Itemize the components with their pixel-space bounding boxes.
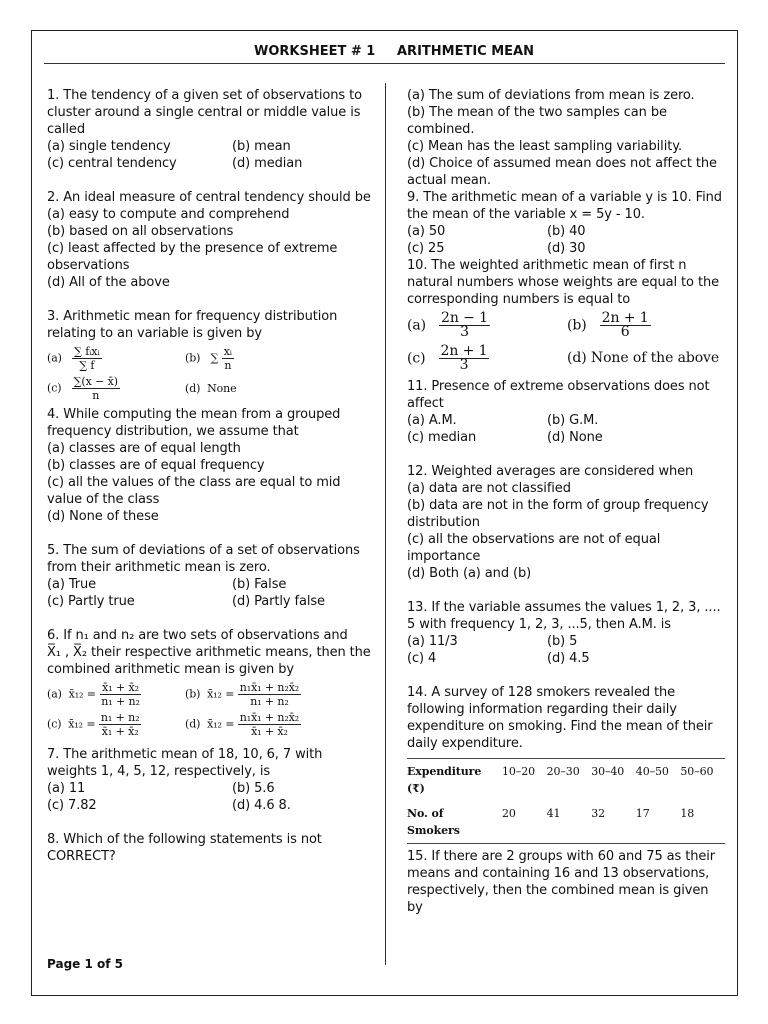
q7-option-a: (a) 11 [47, 781, 86, 796]
q5-option-b: (b) False [232, 577, 287, 592]
q1-option-a: (a) single tendency [47, 139, 171, 154]
q6-stem-1: 6. If n₁ and n₂ are two sets of observations and [47, 628, 348, 643]
question-10 [407, 257, 725, 372]
q7-option-b: (b) 5.6 [232, 781, 275, 796]
q1-option-d: (d) median [232, 156, 303, 171]
q5-option-a: (a) True [47, 577, 97, 592]
table-header-label: Expenditure [407, 765, 482, 778]
question-2 [47, 189, 374, 291]
q4-option-b: (b) classes are of equal frequency [47, 458, 265, 473]
q6-options-row-1 [47, 681, 374, 708]
q2-option-b: (b) based on all observations [47, 224, 234, 239]
q6-stem-2: X̅₁ , X̅₂ their respective arithmetic means, then the combined arithmetic mean is given by [47, 645, 371, 677]
q1-stem: 1. The tendency of a given set of observations to cluster around a single central or middle value is called [47, 88, 362, 137]
question-9 [407, 189, 725, 257]
q12-stem: 12. Weighted averages are considered when [407, 464, 694, 479]
question-14 [407, 684, 725, 844]
q2-option-c: (c) least affected by the presence of extreme observations [47, 241, 338, 273]
q3-options-row-2 [47, 375, 374, 402]
q5-option-c: (c) Partly true [47, 594, 135, 609]
question-1 [47, 87, 374, 172]
q8-option-d: (d) Choice of assumed mean does not affect the actual mean. [407, 156, 717, 188]
worksheet-number: WORKSHEET # 1 [254, 44, 376, 59]
q5-stem: 5. The sum of deviations of a set of observations from their arithmetic mean is zero. [47, 543, 360, 575]
q7-option-d: (d) 4.6 8. [232, 798, 291, 813]
q13-option-b: (b) 5 [547, 634, 578, 649]
table-col-5: 50–60 [680, 765, 714, 778]
q10-stem: 10. The weighted arithmetic mean of first n natural numbers whose weights are equal to the corresponding numbers is equal to [407, 258, 719, 307]
q13-option-c: (c) 4 [407, 651, 437, 666]
q13-option-a: (a) 11/3 [407, 634, 458, 649]
q4-option-c: (c) all the values of the class are equal to mid value of the class [47, 475, 341, 507]
page-frame [31, 30, 738, 996]
q9-stem: 9. The arithmetic mean of a variable y is 10. Find the mean of the variable x = 5y - 10. [407, 190, 722, 222]
q11-option-d: (d) None [547, 430, 603, 445]
q6-option-b: (b) x̄₁₂ = $\frac{\text{n₁x̄₁ + n₂x̄₂}}{\text{n₁ + n₂}}$ [185, 681, 300, 708]
table-cell-1: 20 [502, 807, 516, 820]
q2-option-d: (d) All of the above [47, 275, 170, 290]
question-4 [47, 406, 374, 525]
q3-option-d: (d) None [185, 382, 237, 395]
q10-option-d: (d) None of the above [567, 350, 720, 366]
question-8-options [407, 87, 725, 189]
q11-option-b: (b) G.M. [547, 413, 599, 428]
table-cell-4: 17 [635, 807, 650, 820]
worksheet-topic: ARITHMETIC MEAN [397, 44, 535, 59]
q10-option-b: (b) $\frac{2n + 1}{6}$ [567, 310, 649, 340]
table-cell-2: 41 [546, 807, 561, 820]
q3-options-row-1 [47, 345, 374, 372]
q8-option-c: (c) Mean has the least sampling variability. [407, 139, 682, 154]
table-cell-3: 32 [591, 807, 605, 820]
table-cell-5: 18 [680, 807, 695, 820]
q6-options-row-2 [47, 711, 374, 738]
table-header-row [407, 763, 725, 780]
q10-option-c: (c) $\frac{2n + 1}{3}$ [407, 343, 488, 373]
table-col-1: 10–20 [502, 765, 535, 778]
q4-stem: 4. While computing the mean from a grouped frequency distribution, we assume that [47, 407, 341, 439]
q12-option-c: (c) all the observations are not of equal importance [407, 532, 661, 564]
table-header-row-2 [407, 780, 725, 797]
q8-option-a: (a) The sum of deviations from mean is zero. [407, 88, 695, 103]
q14-stem: 14. A survey of 128 smokers revealed the following information regarding their daily expenditure on smoking. Find the mean of their daily expenditure. [407, 685, 713, 751]
table-row [407, 805, 725, 822]
q5-option-d: (d) Partly false [232, 594, 325, 609]
q10-options-row-1 [407, 312, 725, 339]
question-11 [407, 378, 725, 446]
q8-option-b: (b) The mean of the two samples can be combined. [407, 105, 667, 137]
table-col-3: 30–40 [591, 765, 625, 778]
q12-option-b: (b) data are not in the form of group frequency distribution [407, 498, 709, 530]
q9-option-a: (a) 50 [407, 224, 446, 239]
question-7 [47, 746, 374, 814]
expenditure-table [407, 758, 725, 844]
q11-option-a: (a) A.M. [407, 413, 457, 428]
q13-stem: 13. If the variable assumes the values 1, 2, 3, .... 5 with frequency 1, 2, 3, ...5, then A.M. is [407, 600, 721, 632]
q4-option-a: (a) classes are of equal length [47, 441, 241, 456]
q2-option-a: (a) easy to compute and comprehend [47, 207, 290, 222]
q12-option-d: (d) Both (a) and (b) [407, 566, 532, 581]
q11-stem: 11. Presence of extreme observations does not affect [407, 379, 710, 411]
q6-option-d: (d) x̄₁₂ = $\frac{\text{n₁x̄₁ + n₂x̄₂}}{\text{x̄₁ + x̄₂}}$ [185, 711, 300, 738]
q9-option-d: (d) 30 [547, 241, 586, 256]
page-number: Page 1 of 5 [47, 957, 123, 971]
question-12 [407, 463, 725, 582]
q11-option-c: (c) median [407, 430, 477, 445]
q3-option-c: (c) $\frac{\sum(x - x̄)}{n}$ [47, 375, 118, 402]
q1-option-c: (c) central tendency [47, 156, 177, 171]
q3-stem: 3. Arithmetic mean for frequency distribution relating to an variable is given by [47, 309, 338, 341]
column-divider [385, 83, 386, 965]
question-6 [47, 627, 374, 738]
q8-stem: 8. Which of the following statements is not CORRECT? [47, 832, 322, 864]
q2-stem: 2. An ideal measure of central tendency should be [47, 190, 371, 205]
q7-stem: 7. The arithmetic mean of 18, 10, 6, 7 with weights 1, 4, 5, 12, respectively, is [47, 747, 323, 779]
q10-option-a: (a) $\frac{2n - 1}{3}$ [407, 310, 488, 340]
q15-stem: 15. If there are 2 groups with 60 and 75 as their means and containing 16 and 13 observations, respectively, then the combined mean is given by [407, 849, 716, 915]
q3-option-a: (a) $\frac{\text{∑ fᵢxᵢ}}{\sum f}$ [47, 345, 100, 372]
question-3 [47, 308, 374, 402]
table-col-2: 20–30 [546, 765, 580, 778]
table-col-4: 40–50 [635, 765, 669, 778]
question-15 [407, 848, 725, 916]
q1-option-b: (b) mean [232, 139, 291, 154]
q12-option-a: (a) data are not classified [407, 481, 571, 496]
header-rule [44, 63, 725, 64]
q6-option-a: (a) x̄₁₂ = $\frac{\text{x̄₁ + x̄₂}}{\text{n₁ + n₂}}$ [47, 681, 140, 708]
q9-option-c: (c) 25 [407, 241, 445, 256]
right-column [407, 87, 725, 916]
q3-option-b: (b) ∑ $\frac{\text{xᵢ}}{n}$ [185, 345, 232, 372]
question-5 [47, 542, 374, 610]
table-row-label-2: Smokers [407, 824, 460, 837]
question-13 [407, 599, 725, 667]
table-header-unit: (₹) [407, 782, 425, 795]
table-row-2 [407, 822, 725, 839]
table-row-label: No. of [407, 807, 444, 820]
q10-options-row-2 [407, 345, 725, 372]
question-8 [47, 831, 374, 865]
q9-option-b: (b) 40 [547, 224, 586, 239]
q4-option-d: (d) None of these [47, 509, 159, 524]
left-column [47, 87, 374, 865]
q6-option-c: (c) x̄₁₂ = $\frac{\text{n₁ + n₂}}{\text{x̄₁ + x̄₂}}$ [47, 711, 140, 738]
q7-option-c: (c) 7.82 [47, 798, 97, 813]
q13-option-d: (d) 4.5 [547, 651, 590, 666]
